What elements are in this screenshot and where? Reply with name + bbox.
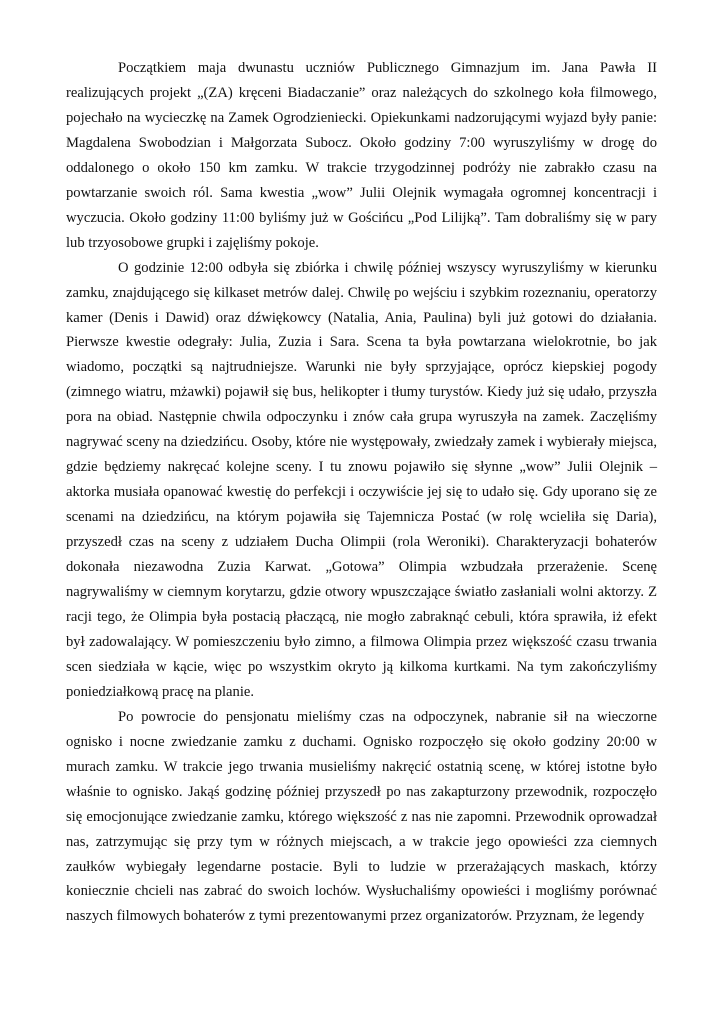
paragraph-evening-bonfire: Po powrocie do pensjonatu mieliśmy czas na odpoczynek, nabranie sił na wieczorne ognisko i nocne zwiedzanie zamku z duchami. Ognisko rozpoczęło się około godziny 20:00 w murach zamku. W trakcie jego trwania musieliśmy nakręcić ostatnią scenę, w której istotne było właśnie to ognisko. Jakąś godzinę później przyszedł po nas zakapturzony przewodnik, rozpoczęło się emocjonujące zwiedzanie zamku, którego większość z nas nie zapomni. Przewodnik oprowadzał nas, zatrzymując się przy tym w różnych miejscach, a w trakcie jego opowieści zza ciemnych zaułków wybiegały legendarne postacie. Byli to ludzie w przerażających maskach, którzy koniecznie chcieli nas zabrać do swoich lochów. Wysłuchaliśmy opowieści i mogliśmy porównać naszych filmowych bohaterów z tymi prezentowanymi przez organizatorów. Przyznam, że legendy xyxy=(66,708,657,925)
paragraph-trip-start: Początkiem maja dwunastu uczniów Publicznego Gimnazjum im. Jana Pawła II realizujących projekt „(ZA) kręceni Biadaczanie” oraz należących do szkolnego koła filmowego, pojechało na wycieczkę na Zamek Ogrodzieniecki. Opiekunkami nadzorującymi wyjazd były panie: Magdalena Swobodzian i Małgorzata Subocz. Około godziny 7:00 wyruszyliśmy w drogę do oddalonego o około 150 km zamku. W trakcie trzygodzinnej podróży nie zabrakło czasu na powtarzanie swoich ról. Sama kwestia „wow” Julii Olejnik wymagała ogromnej koncentracji i wyczucia. Około godziny 11:00 byliśmy już w Gościńcu „Pod Lilijką”. Tam dobraliśmy się w pary lub trzyosobowe grupki i zajęliśmy pokoje. xyxy=(66,60,657,251)
document-page xyxy=(66,56,657,929)
paragraph-filming-castle: O godzinie 12:00 odbyła się zbiórka i chwilę później wszyscy wyruszyliśmy w kierunku zamku, znajdującego się kilkaset metrów dalej. Chwilę po wejściu i szybkim rozeznaniu, operatorzy kamer (Denis i Dawid) oraz dźwiękowcy (Natalia, Ania, Paulina) byli już gotowi do działania. Pierwsze kwestie odegrały: Julia, Zuzia i Sara. Scena ta była powtarzana wielokrotnie, bo jak wiadomo, początki są najtrudniejsze. Warunki nie były sprzyjające, oprócz kiepskiej pogody (zimnego wiatru, mżawki) pojawił się bus, helikopter i tłumy turystów. Kiedy już się udało, przyszła pora na obiad. Następnie chwila odpoczynku i znów cała grupa wyruszyła na zamek. Zaczęliśmy nagrywać sceny na dziedzińcu. Osoby, które nie występowały, zwiedzały zamek i wybierały miejsca, gdzie będziemy nakręcać kolejne sceny. I tu znowu pojawiło się słynne „wow” Julii Olejnik – aktorka musiała opanować kwestię do perfekcji i oczywiście jej się to udało się. Gdy uporano się ze scenami na dziedzińcu, na którym pojawiła się Tajemnicza Postać (w rolę wcieliła się Daria), przyszedł czas na sceny z udziałem Ducha Olimpii (rola Weroniki). Charakteryzacji bohaterów dokonała niezawodna Zuzia Karwat. „Gotowa” Olimpia wzbudzała przerażenie. Scenę nagrywaliśmy w ciemnym korytarzu, gdzie otwory wpuszczające światło zasłaniali wolni aktorzy. Z racji tego, że Olimpia była postacią płaczącą, nie mogło zabraknąć cebuli, która sprawiła, iż efekt był zadowalający. W pomieszczeniu było zimno, a filmowa Olimpia przez większość czasu trwania scen siedziała w kącie, więc po wszystkim okryto ją kilkoma kurtkami. Na tym zakończyliśmy poniedziałkową pracę na planie. xyxy=(66,259,657,700)
